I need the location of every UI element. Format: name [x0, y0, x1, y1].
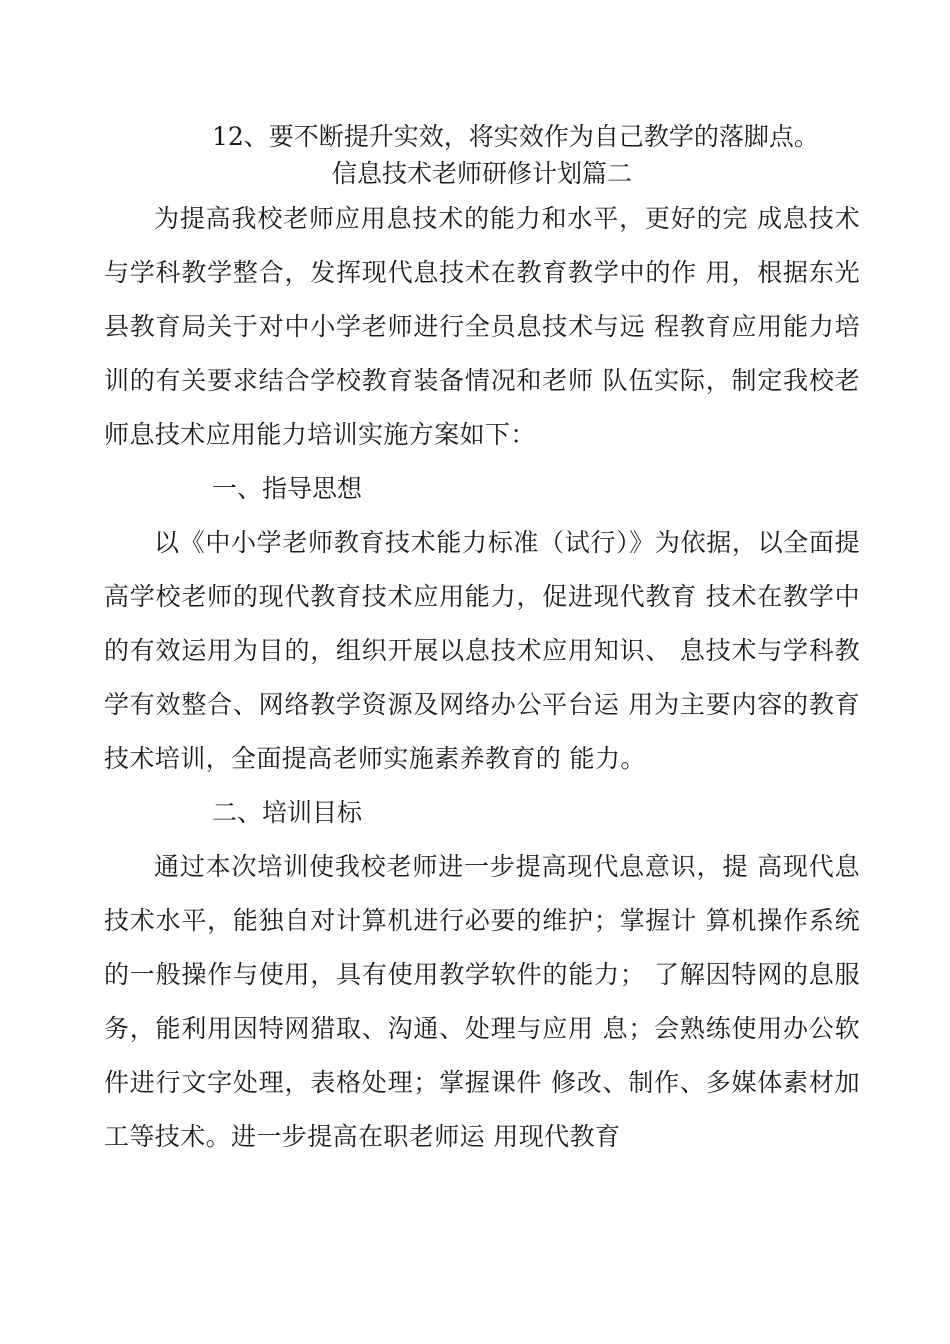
section-subtitle: 信息技术老师研修计划篇二: [331, 159, 632, 188]
point-12-line: 12、要不断提升实效，将实效作为自己教学的落脚点。: [212, 122, 819, 151]
document-body: [104, 118, 860, 1164]
section-1-paragraph: 以《中小学老师教育技术能力标准（试行）》为依据，以全面提高学校老师的现代教育技术应用能力，促进现代教育 技术在教学中的有效运用为目的，组织开展以息技术应用知识、 息技术与学科教学有效整合、网络教学资源及网络办公平台运 用为主要内容的教育技术培训，全面提高老师实施素养教育的 能力。: [104, 528, 860, 773]
section-2-paragraph: 通过本次培训使我校老师进一步提高现代息意识，提 高现代息技术水平，能独自对计算机进行必要的维护；掌握计 算机操作系统的一般操作与使用，具有使用教学软件的能力； 了解因特网的息服务，能利用因特网猎取、沟通、处理与应用 息；会熟练使用办公软件进行文字处理，表格处理；掌握课件 修改、制作、多媒体素材加工等技术。进一步提高在职老师运 用现代教育: [104, 852, 860, 1151]
intro-paragraph: 为提高我校老师应用息技术的能力和水平，更好的完 成息技术与学科教学整合，发挥现代息技术在教育教学中的作 用，根据东光县教育局关于对中小学老师进行全员息技术与远 程教育应用能力培训的有关要求结合学校教育装备情况和老师 队伍实际，制定我校老师息技术应用能力培训实施方案如下：: [104, 204, 860, 449]
section-1-heading: 一、指导思想: [212, 474, 363, 503]
section-2-heading: 二、培训目标: [212, 798, 363, 827]
